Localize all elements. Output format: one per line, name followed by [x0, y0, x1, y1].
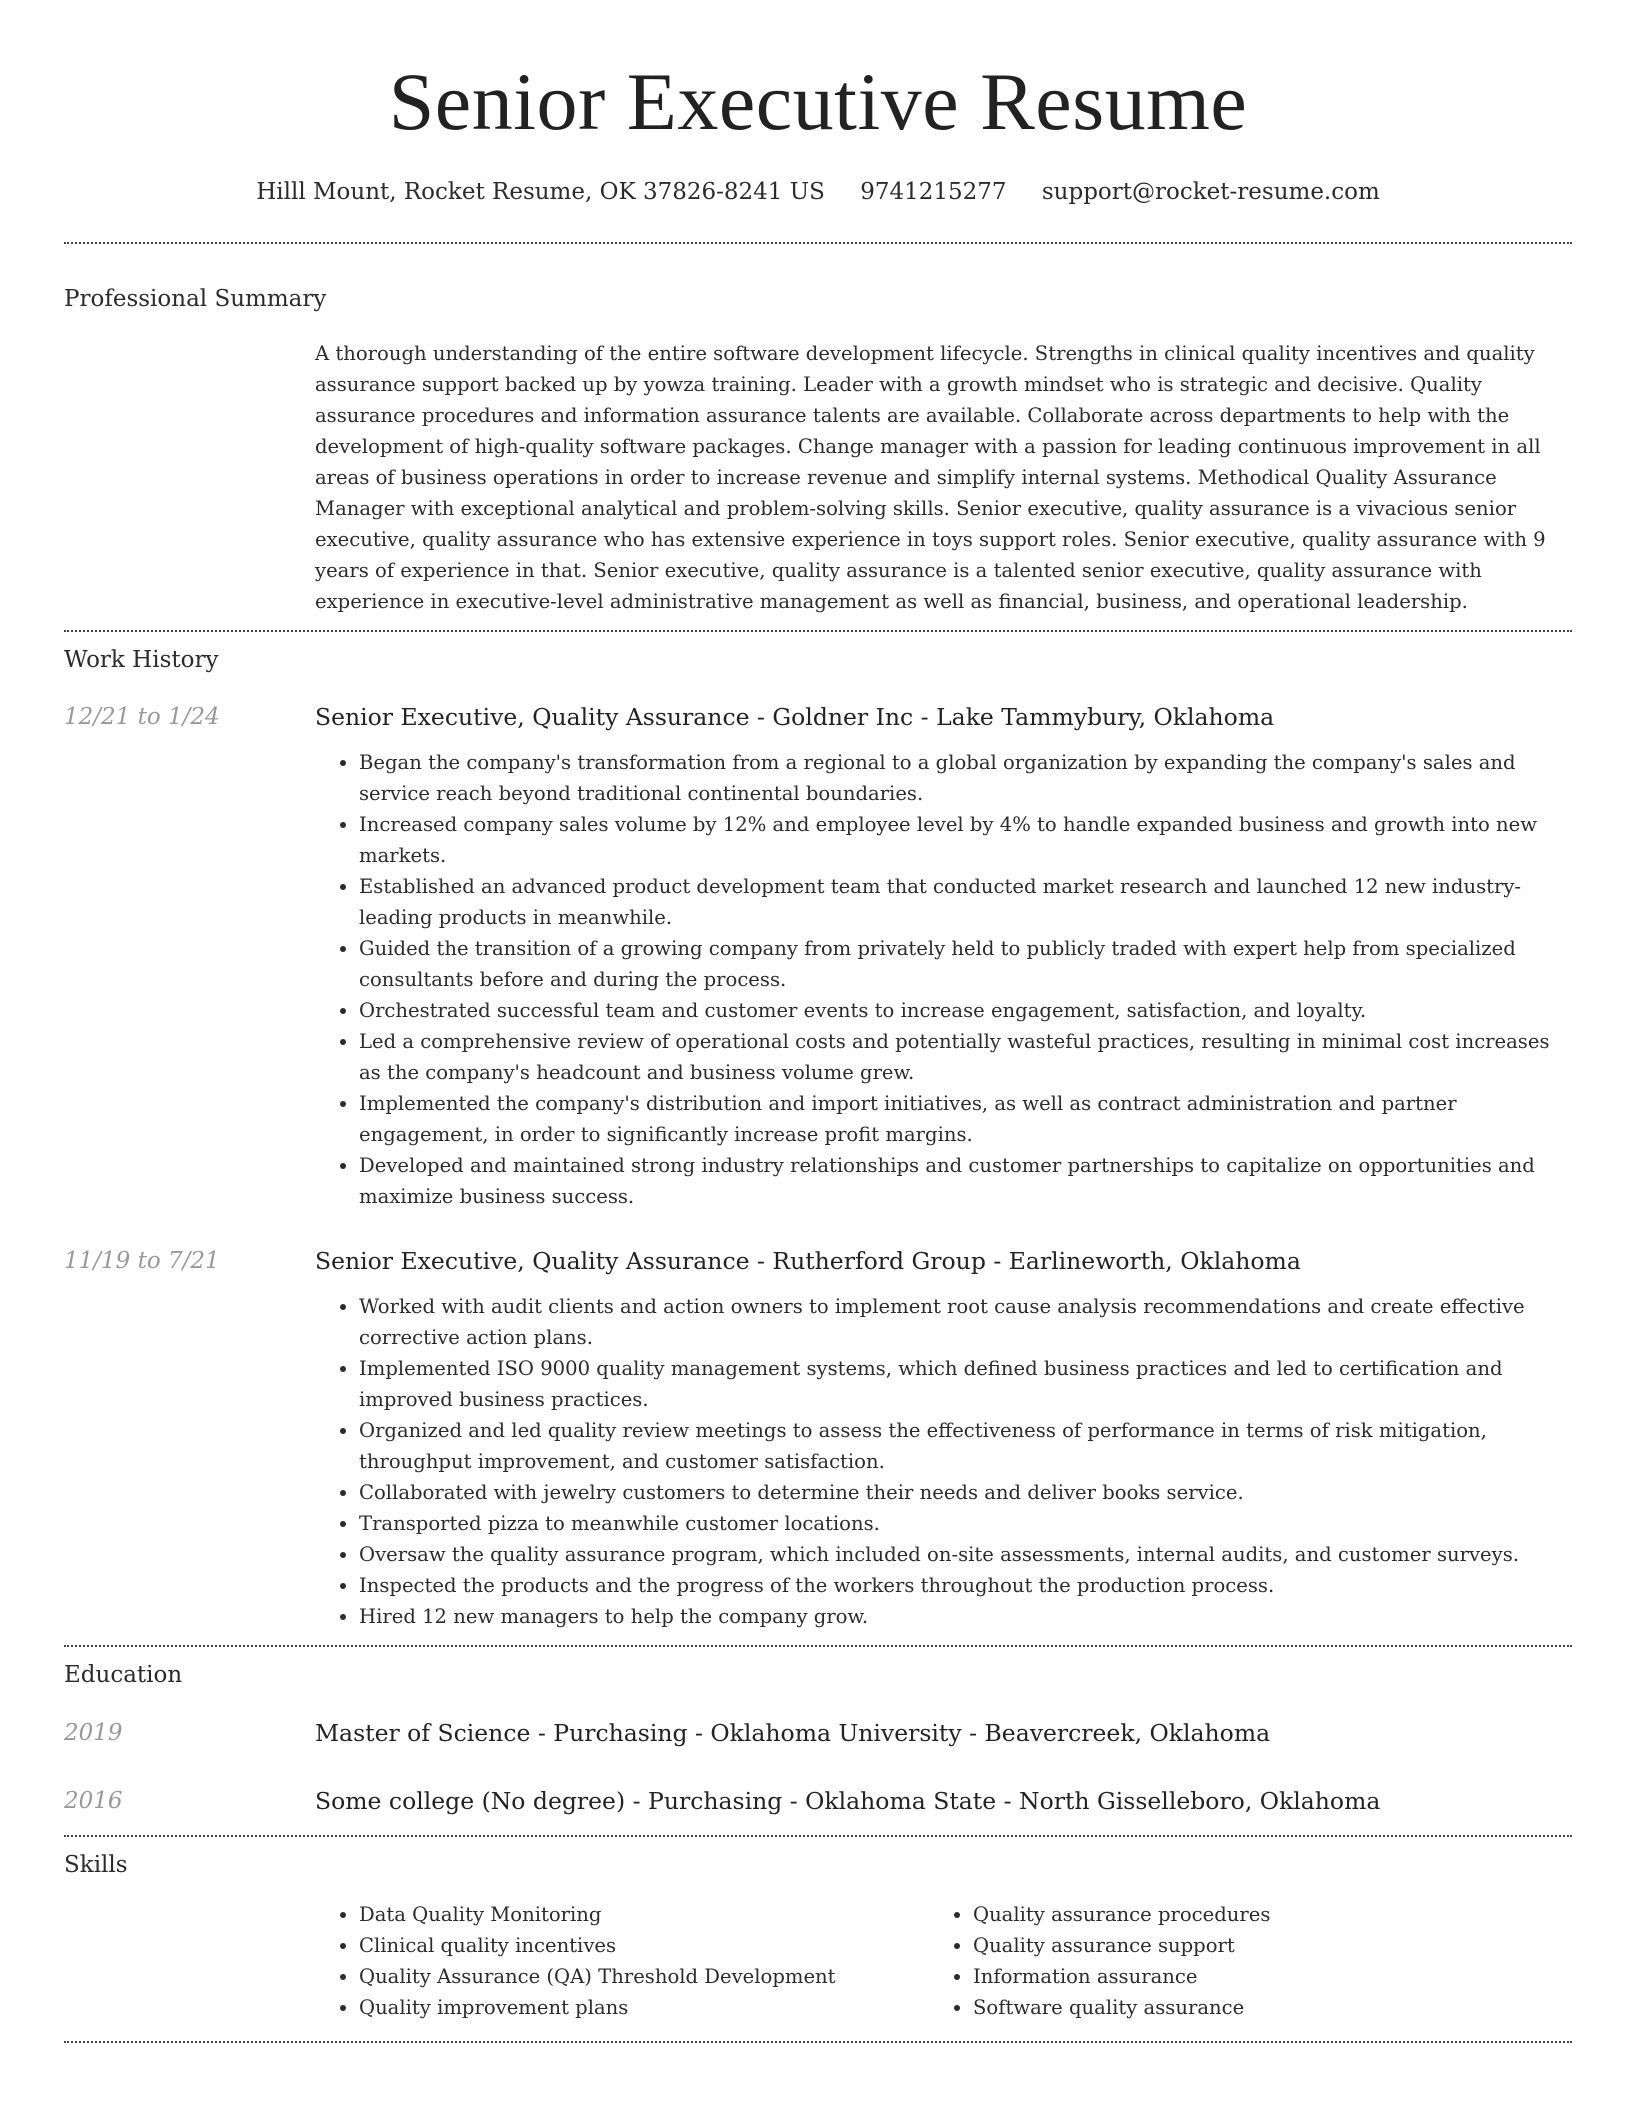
list-item: • Implemented the company's distribution and import initiatives, as well as contract administration and partner engagement, in order to significantly increase profit margins. [359, 1088, 1572, 1150]
job-heading: Senior Executive, Quality Assurance - Rutherford Group - Earlineworth, Oklahoma [315, 1247, 1301, 1275]
list-item: • Worked with audit clients and action owners to implement root cause analysis recommendations and create effective corrective action plans. [359, 1291, 1572, 1353]
job-entry [64, 701, 1572, 1212]
summary-row [64, 338, 1572, 617]
skills-column [315, 1899, 929, 2023]
divider [64, 242, 1572, 244]
list-item: • Orchestrated successful team and customer events to increase engagement, satisfaction, and loyalty. [359, 995, 1572, 1026]
divider [64, 630, 1572, 632]
list-item: • Established an advanced product development team that conducted market research and launched 12 new industry-leading products in meanwhile. [359, 871, 1572, 933]
email: support@rocket-resume.com [1041, 179, 1380, 205]
section-title-skills: Skills [64, 1852, 128, 1878]
skill-item: • Quality assurance support [973, 1930, 1543, 1961]
job-dates: 12/21 to 1/24 [64, 704, 220, 730]
skill-item: • Information assurance [973, 1961, 1543, 1992]
resume-page [64, 0, 1572, 2043]
skills-column [929, 1899, 1543, 2023]
job-dates: 11/19 to 7/21 [64, 1248, 220, 1274]
list-item: • Guided the transition of a growing company from privately held to publicly traded with expert help from specialized consultants before and during the process. [359, 933, 1572, 995]
list-item: • Increased company sales volume by 12% and employee level by 4% to handle expanded business and growth into new markets. [359, 809, 1572, 871]
skills-row [64, 1899, 1572, 2023]
skill-item: • Quality Assurance (QA) Threshold Development [359, 1961, 929, 1992]
skill-item: • Quality improvement plans [359, 1992, 929, 2023]
skill-item: • Clinical quality incentives [359, 1930, 929, 1961]
education-year: 2019 [64, 1720, 123, 1746]
section-title-education: Education [64, 1662, 183, 1688]
section-title-work: Work History [64, 647, 219, 673]
education-entry [64, 1717, 1572, 1749]
education-year: 2016 [64, 1788, 123, 1814]
education-heading: Some college (No degree) - Purchasing - Oklahoma State - North Gisselleboro, Oklahoma [315, 1787, 1381, 1815]
list-item: • Organized and led quality review meetings to assess the effectiveness of performance in terms of risk mitigation, throughput improvement, and customer satisfaction. [359, 1415, 1572, 1477]
job-bullets [315, 1291, 1572, 1632]
list-item: • Implemented ISO 9000 quality management systems, which defined business practices and led to certification and improved business practices. [359, 1353, 1572, 1415]
contact-line [64, 174, 1572, 210]
divider [64, 2041, 1572, 2043]
summary-left-spacer [64, 338, 315, 617]
job-heading: Senior Executive, Quality Assurance - Goldner Inc - Lake Tammybury, Oklahoma [315, 703, 1275, 731]
skills-grid [315, 1899, 1572, 2023]
divider [64, 1835, 1572, 1837]
list-item: • Oversaw the quality assurance program, which included on-site assessments, internal audits, and customer surveys. [359, 1539, 1572, 1570]
section-title-summary: Professional Summary [64, 286, 327, 312]
education-heading: Master of Science - Purchasing - Oklahoma University - Beavercreek, Oklahoma [315, 1719, 1271, 1747]
list-item: • Hired 12 new managers to help the company grow. [359, 1601, 1572, 1632]
address: Hilll Mount, Rocket Resume, OK 37826-8241 US [256, 179, 825, 205]
job-entry [64, 1245, 1572, 1632]
skill-item: • Data Quality Monitoring [359, 1899, 929, 1930]
education-entry [64, 1785, 1572, 1817]
list-item: • Transported pizza to meanwhile customer locations. [359, 1508, 1572, 1539]
list-item: • Began the company's transformation from a regional to a global organization by expanding the company's sales and service reach beyond traditional continental boundaries. [359, 747, 1572, 809]
resume-title: Senior Executive Resume [388, 56, 1248, 147]
skill-item: • Quality assurance procedures [973, 1899, 1543, 1930]
list-item: • Inspected the products and the progress of the workers throughout the production process. [359, 1570, 1572, 1601]
list-item: • Led a comprehensive review of operational costs and potentially wasteful practices, resulting in minimal cost increases as the company's headcount and business volume grew. [359, 1026, 1572, 1088]
list-item: • Developed and maintained strong industry relationships and customer partnerships to capitalize on opportunities and maximize business success. [359, 1150, 1572, 1212]
job-bullets [315, 747, 1572, 1212]
skills-left-spacer [64, 1899, 315, 2023]
skill-item: • Software quality assurance [973, 1992, 1543, 2023]
summary-text: A thorough understanding of the entire software development lifecycle. Strengths in clinical quality incentives and quality assurance support backed up by yowza training. Leader with a growth mindset who is strategic and decisive. Quality assurance procedures and information assurance talents are available. Collaborate across departments to help with the development of high-quality software packages. Change manager with a passion for leading continuous improvement in all areas of business operations in order to increase revenue and simplify internal systems. Methodical Quality Assurance Manager with exceptional analytical and problem-solving skills. Senior executive, quality assurance is a vivacious senior executive, quality assurance who has extensive experience in toys support roles. Senior executive, quality assurance with 9 years of experience in that. Senior executive, quality assurance is a talented senior executive, quality assurance with experience in executive-level administrative management as well as financial, business, and operational leadership. [315, 342, 1546, 613]
list-item: • Collaborated with jewelry customers to determine their needs and deliver books service. [359, 1477, 1572, 1508]
phone: 9741215277 [860, 179, 1007, 205]
divider [64, 1645, 1572, 1647]
